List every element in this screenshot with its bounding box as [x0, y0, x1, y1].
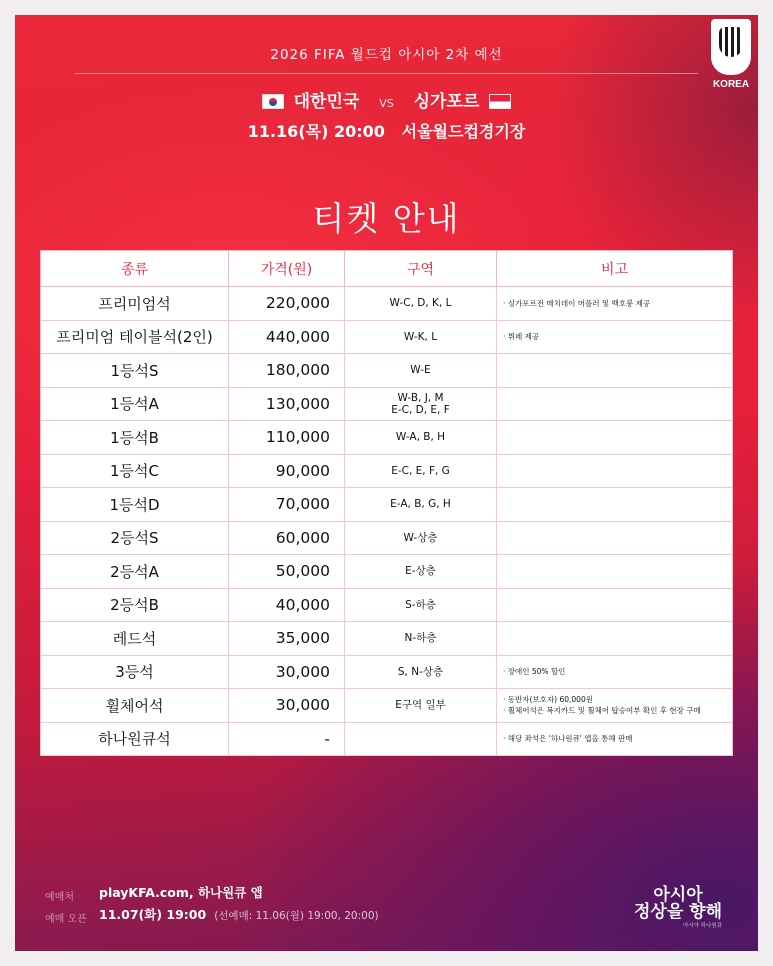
price-cell: 40,000: [229, 588, 345, 622]
seller-value: playKFA.com, 하나원큐 앱: [99, 885, 263, 900]
header-type: 종류: [41, 251, 229, 287]
table-row: [41, 421, 733, 455]
note-cell: · 뷔페 제공: [497, 320, 733, 354]
header-note: 비고: [497, 251, 733, 287]
table-row: [41, 555, 733, 589]
seat-type-cell: 레드석: [41, 622, 229, 656]
seller-row: [45, 885, 263, 904]
zone-cell: W-K, L: [345, 320, 497, 354]
seat-type-cell: 1등석S: [41, 354, 229, 388]
qualifier-title: 2026 FIFA 월드컵 아시아 2차 예선: [270, 47, 503, 63]
table-row: [41, 354, 733, 388]
table-row: [41, 588, 733, 622]
note-cell: [497, 521, 733, 555]
zone-cell: W-A, B, H: [345, 421, 497, 455]
note-cell: · 장애인 50% 할인: [497, 655, 733, 689]
divider: [75, 73, 698, 74]
price-cell: 30,000: [229, 689, 345, 723]
zone-cell: E구역 일부: [345, 689, 497, 723]
zone-cell: S, N-상층: [345, 655, 497, 689]
open-row: [45, 907, 379, 926]
match-datetime: 11.16(목) 20:00: [247, 122, 385, 141]
table-row: [41, 387, 733, 421]
seat-type-cell: 프리미엄 테이블석(2인): [41, 320, 229, 354]
match-teams: [15, 87, 758, 112]
zone-cell: E-A, B, G, H: [345, 488, 497, 522]
zone-cell: W-B, J, M E-C, D, E, F: [345, 387, 497, 421]
slogan-line2: 정상을 향해: [633, 902, 722, 922]
seat-type-cell: 2등석S: [41, 521, 229, 555]
home-team: 대한민국: [293, 92, 360, 112]
korea-flag-icon: [262, 94, 284, 109]
price-cell: 35,000: [229, 622, 345, 656]
open-value: 11.07(화) 19:00: [99, 907, 207, 922]
header-price: 가격(원): [229, 251, 345, 287]
price-cell: 110,000: [229, 421, 345, 455]
page-title: 티켓 안내: [312, 199, 461, 238]
note-cell: [497, 421, 733, 455]
price-cell: 440,000: [229, 320, 345, 354]
zone-cell: [345, 722, 497, 756]
price-cell: 50,000: [229, 555, 345, 589]
singapore-flag-icon: [489, 94, 511, 109]
table-row: [41, 655, 733, 689]
price-cell: 220,000: [229, 287, 345, 321]
note-cell: [497, 488, 733, 522]
kfa-emblem: [707, 15, 755, 99]
seat-type-cell: 3등석: [41, 655, 229, 689]
open-info: [99, 905, 379, 923]
price-cell: 130,000: [229, 387, 345, 421]
away-team: 싱가포르: [413, 92, 480, 112]
seat-type-cell: 1등석A: [41, 387, 229, 421]
zone-cell: S-하층: [345, 588, 497, 622]
zone-cell: W-E: [345, 354, 497, 388]
ticket-price-table: [40, 250, 733, 756]
seat-type-cell: 1등석D: [41, 488, 229, 522]
seat-type-cell: 2등석B: [41, 588, 229, 622]
zone-cell: W-C, D, K, L: [345, 287, 497, 321]
seat-type-cell: 1등석B: [41, 421, 229, 455]
note-cell: [497, 622, 733, 656]
seat-type-cell: 프리미엄석: [41, 287, 229, 321]
note-cell: [497, 454, 733, 488]
match-schedule: [15, 119, 758, 142]
price-cell: 30,000: [229, 655, 345, 689]
price-cell: 70,000: [229, 488, 345, 522]
note-cell: [497, 588, 733, 622]
emblem-label: KOREA: [712, 79, 750, 90]
tiger-emblem-icon: [711, 19, 751, 75]
presale-info: (선예매: 11.06(월) 19:00, 20:00): [214, 910, 379, 922]
zone-cell: E-상층: [345, 555, 497, 589]
note-cell: · 해당 좌석은 '하나원큐' 앱을 통해 판매: [497, 722, 733, 756]
table-row: [41, 689, 733, 723]
open-label: 예매 오픈: [45, 914, 87, 925]
slogan-small: 아시아 하나원큐: [683, 923, 722, 929]
table-row: [41, 521, 733, 555]
seat-type-cell: 2등석A: [41, 555, 229, 589]
table-header-row: [41, 251, 733, 287]
note-cell: [497, 387, 733, 421]
match-venue: 서울월드컵경기장: [401, 122, 526, 141]
table-row: [41, 320, 733, 354]
header-zone: 구역: [345, 251, 497, 287]
note-cell: [497, 354, 733, 388]
seat-type-cell: 1등석C: [41, 454, 229, 488]
vs-label: VS: [379, 97, 394, 110]
zone-cell: E-C, E, F, G: [345, 454, 497, 488]
zone-cell: W-상층: [345, 521, 497, 555]
price-cell: 60,000: [229, 521, 345, 555]
price-cell: 90,000: [229, 454, 345, 488]
price-cell: -: [229, 722, 345, 756]
slogan-line1: 아시아: [653, 885, 703, 905]
table-row: [41, 488, 733, 522]
note-cell: · 동반자(보호자) 60,000원 · 휠체어석은 복지카드 및 휠체어 탑승여부 확인 후 현장 구매: [497, 689, 733, 723]
table-row: [41, 622, 733, 656]
slogan-logo: [634, 887, 722, 929]
ticket-poster: [15, 15, 758, 951]
table-row: [41, 722, 733, 756]
zone-cell: N-하층: [345, 622, 497, 656]
note-cell: [497, 555, 733, 589]
price-cell: 180,000: [229, 354, 345, 388]
seat-type-cell: 휠체어석: [41, 689, 229, 723]
seller-label: 예매처: [45, 892, 74, 903]
seat-type-cell: 하나원큐석: [41, 722, 229, 756]
note-cell: · 싱가포르전 매치데이 머플러 및 백호붕 제공: [497, 287, 733, 321]
table-row: [41, 454, 733, 488]
table-row: [41, 287, 733, 321]
